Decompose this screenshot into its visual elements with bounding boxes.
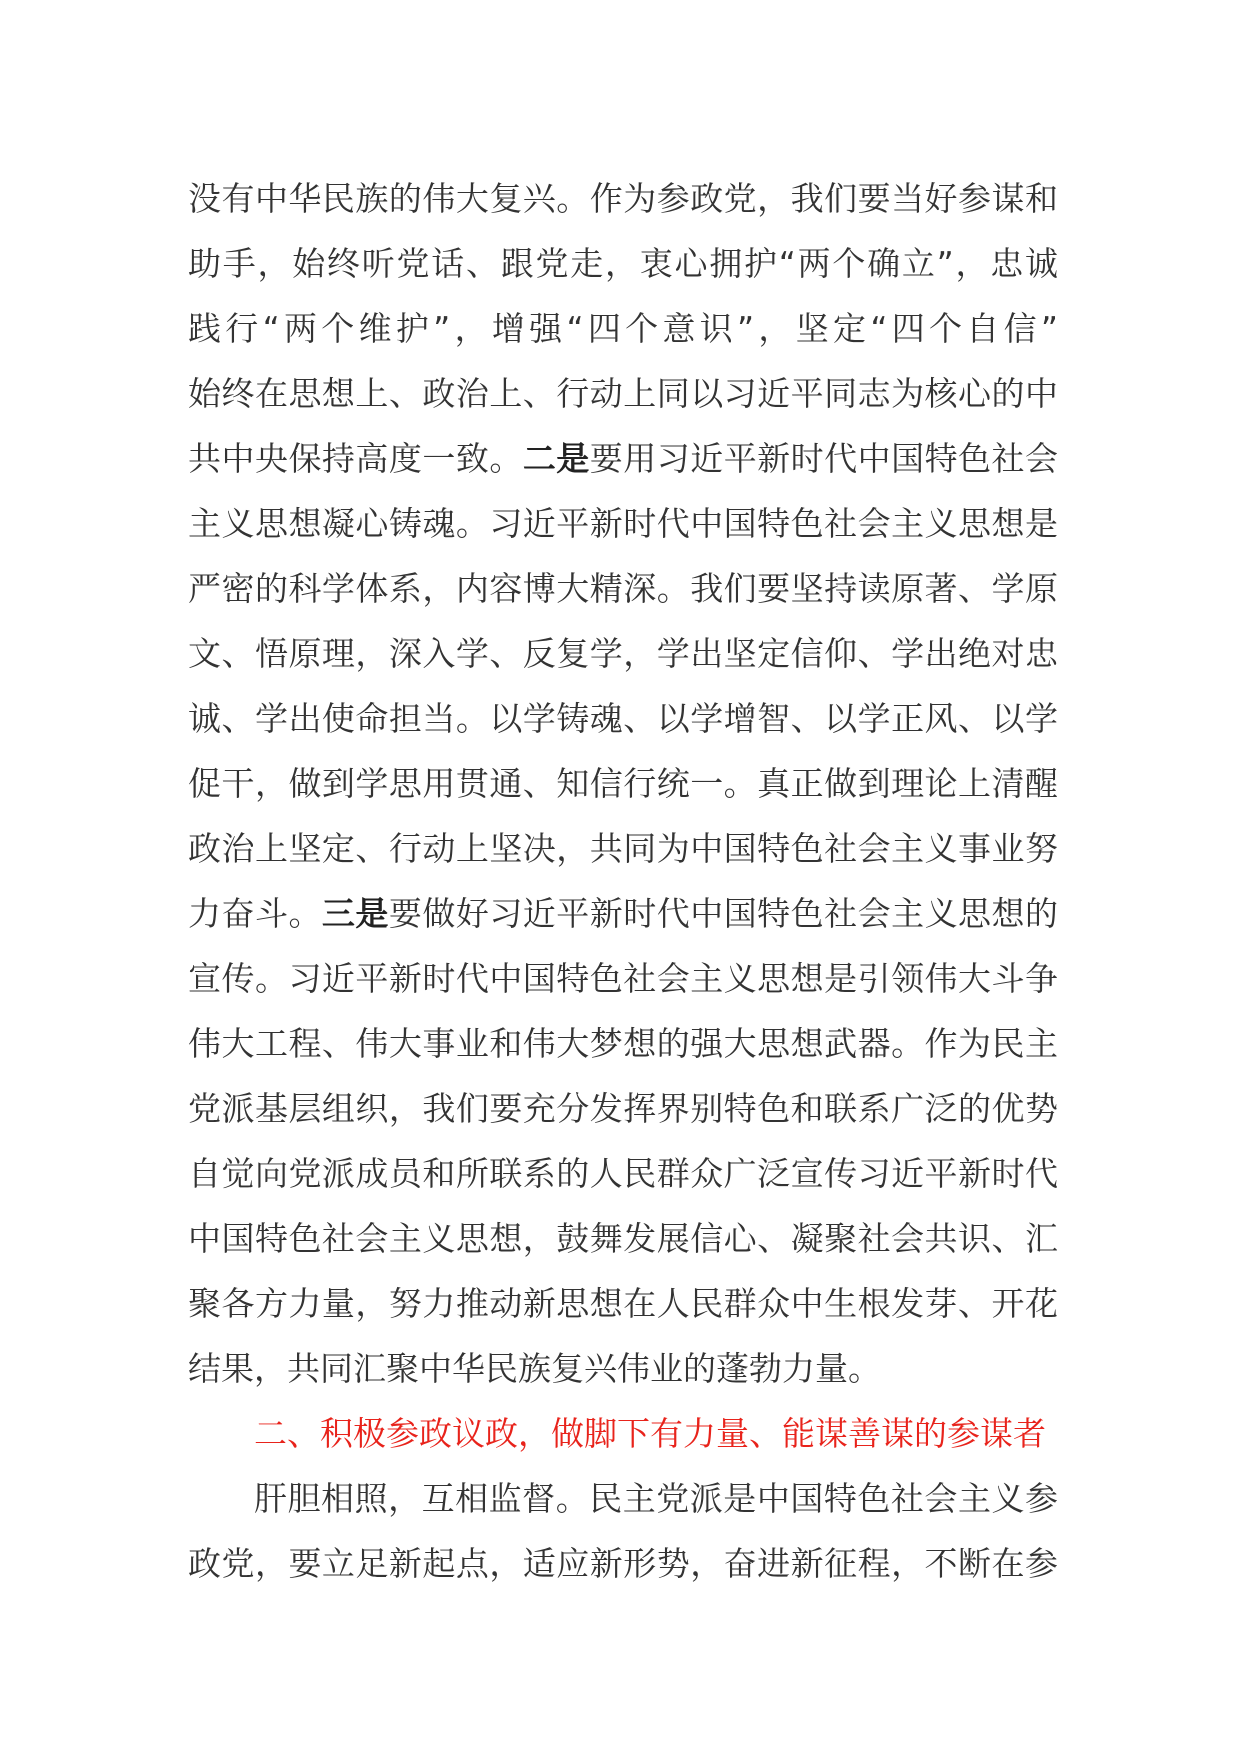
text-line: 助手，始终听党话、跟党走，衷心拥护“两个确立”，忠诚 <box>188 244 1058 283</box>
section-heading: 二、积极参政议政，做脚下有力量、能谋善谋的参谋者 <box>254 1414 1046 1453</box>
text-line <box>188 881 1058 946</box>
text-line: 党派基层组织，我们要充分发挥界别特色和联系广泛的优势 <box>188 1089 1058 1128</box>
text-line: 践行“两个维护”，增强“四个意识”，坚定“四个自信” <box>188 309 1058 348</box>
text-line: 促干，做到学思用贯通、知信行统一。真正做到理论上清醒 <box>188 764 1058 803</box>
text-line: 诚、学出使命担当。以学铸魂、以学增智、以学正风、以学 <box>188 699 1058 738</box>
text-segment: 共中央保持高度一致。 <box>188 439 523 478</box>
text-line: 政党，要立足新起点，适应新形势，奋进新征程，不断在参 <box>188 1544 1058 1583</box>
text-line: 伟大工程、伟大事业和伟大梦想的强大思想武器。作为民主 <box>188 1024 1058 1063</box>
text-line: 政治上坚定、行动上坚决，共同为中国特色社会主义事业努 <box>188 829 1058 868</box>
text-line: 结果，共同汇聚中华民族复兴伟业的蓬勃力量。 <box>188 1349 881 1388</box>
text-line: 始终在思想上、政治上、行动上同以习近平同志为核心的中 <box>188 374 1058 413</box>
text-segment: 要用习近平新时代中国特色社会 <box>589 439 1058 478</box>
text-line: 自觉向党派成员和所联系的人民群众广泛宣传习近平新时代 <box>188 1154 1058 1193</box>
text-line: 肝胆相照，互相监督。民主党派是中国特色社会主义参 <box>254 1479 1058 1518</box>
text-line: 聚各方力量，努力推动新思想在人民群众中生根发芽、开花 <box>188 1284 1058 1323</box>
text-line: 宣传。习近平新时代中国特色社会主义思想是引领伟大斗争 <box>188 959 1058 998</box>
body-text <box>188 166 1058 1596</box>
text-line: 文、悟原理，深入学、反复学，学出坚定信仰、学出绝对忠 <box>188 634 1058 673</box>
text-segment: 力奋斗。 <box>188 894 322 933</box>
text-line: 没有中华民族的伟大复兴。作为参政党，我们要当好参谋和 <box>188 179 1058 218</box>
point-marker-bold: 二是 <box>522 439 590 478</box>
point-marker-bold: 三是 <box>321 894 389 933</box>
text-line: 中国特色社会主义思想，鼓舞发展信心、凝聚社会共识、汇 <box>188 1219 1058 1258</box>
text-line <box>188 426 1058 491</box>
text-line: 严密的科学体系，内容博大精深。我们要坚持读原著、学原 <box>188 569 1058 608</box>
text-line: 主义思想凝心铸魂。习近平新时代中国特色社会主义思想是 <box>188 504 1058 543</box>
text-segment: 要做好习近平新时代中国特色社会主义思想的 <box>388 894 1058 933</box>
